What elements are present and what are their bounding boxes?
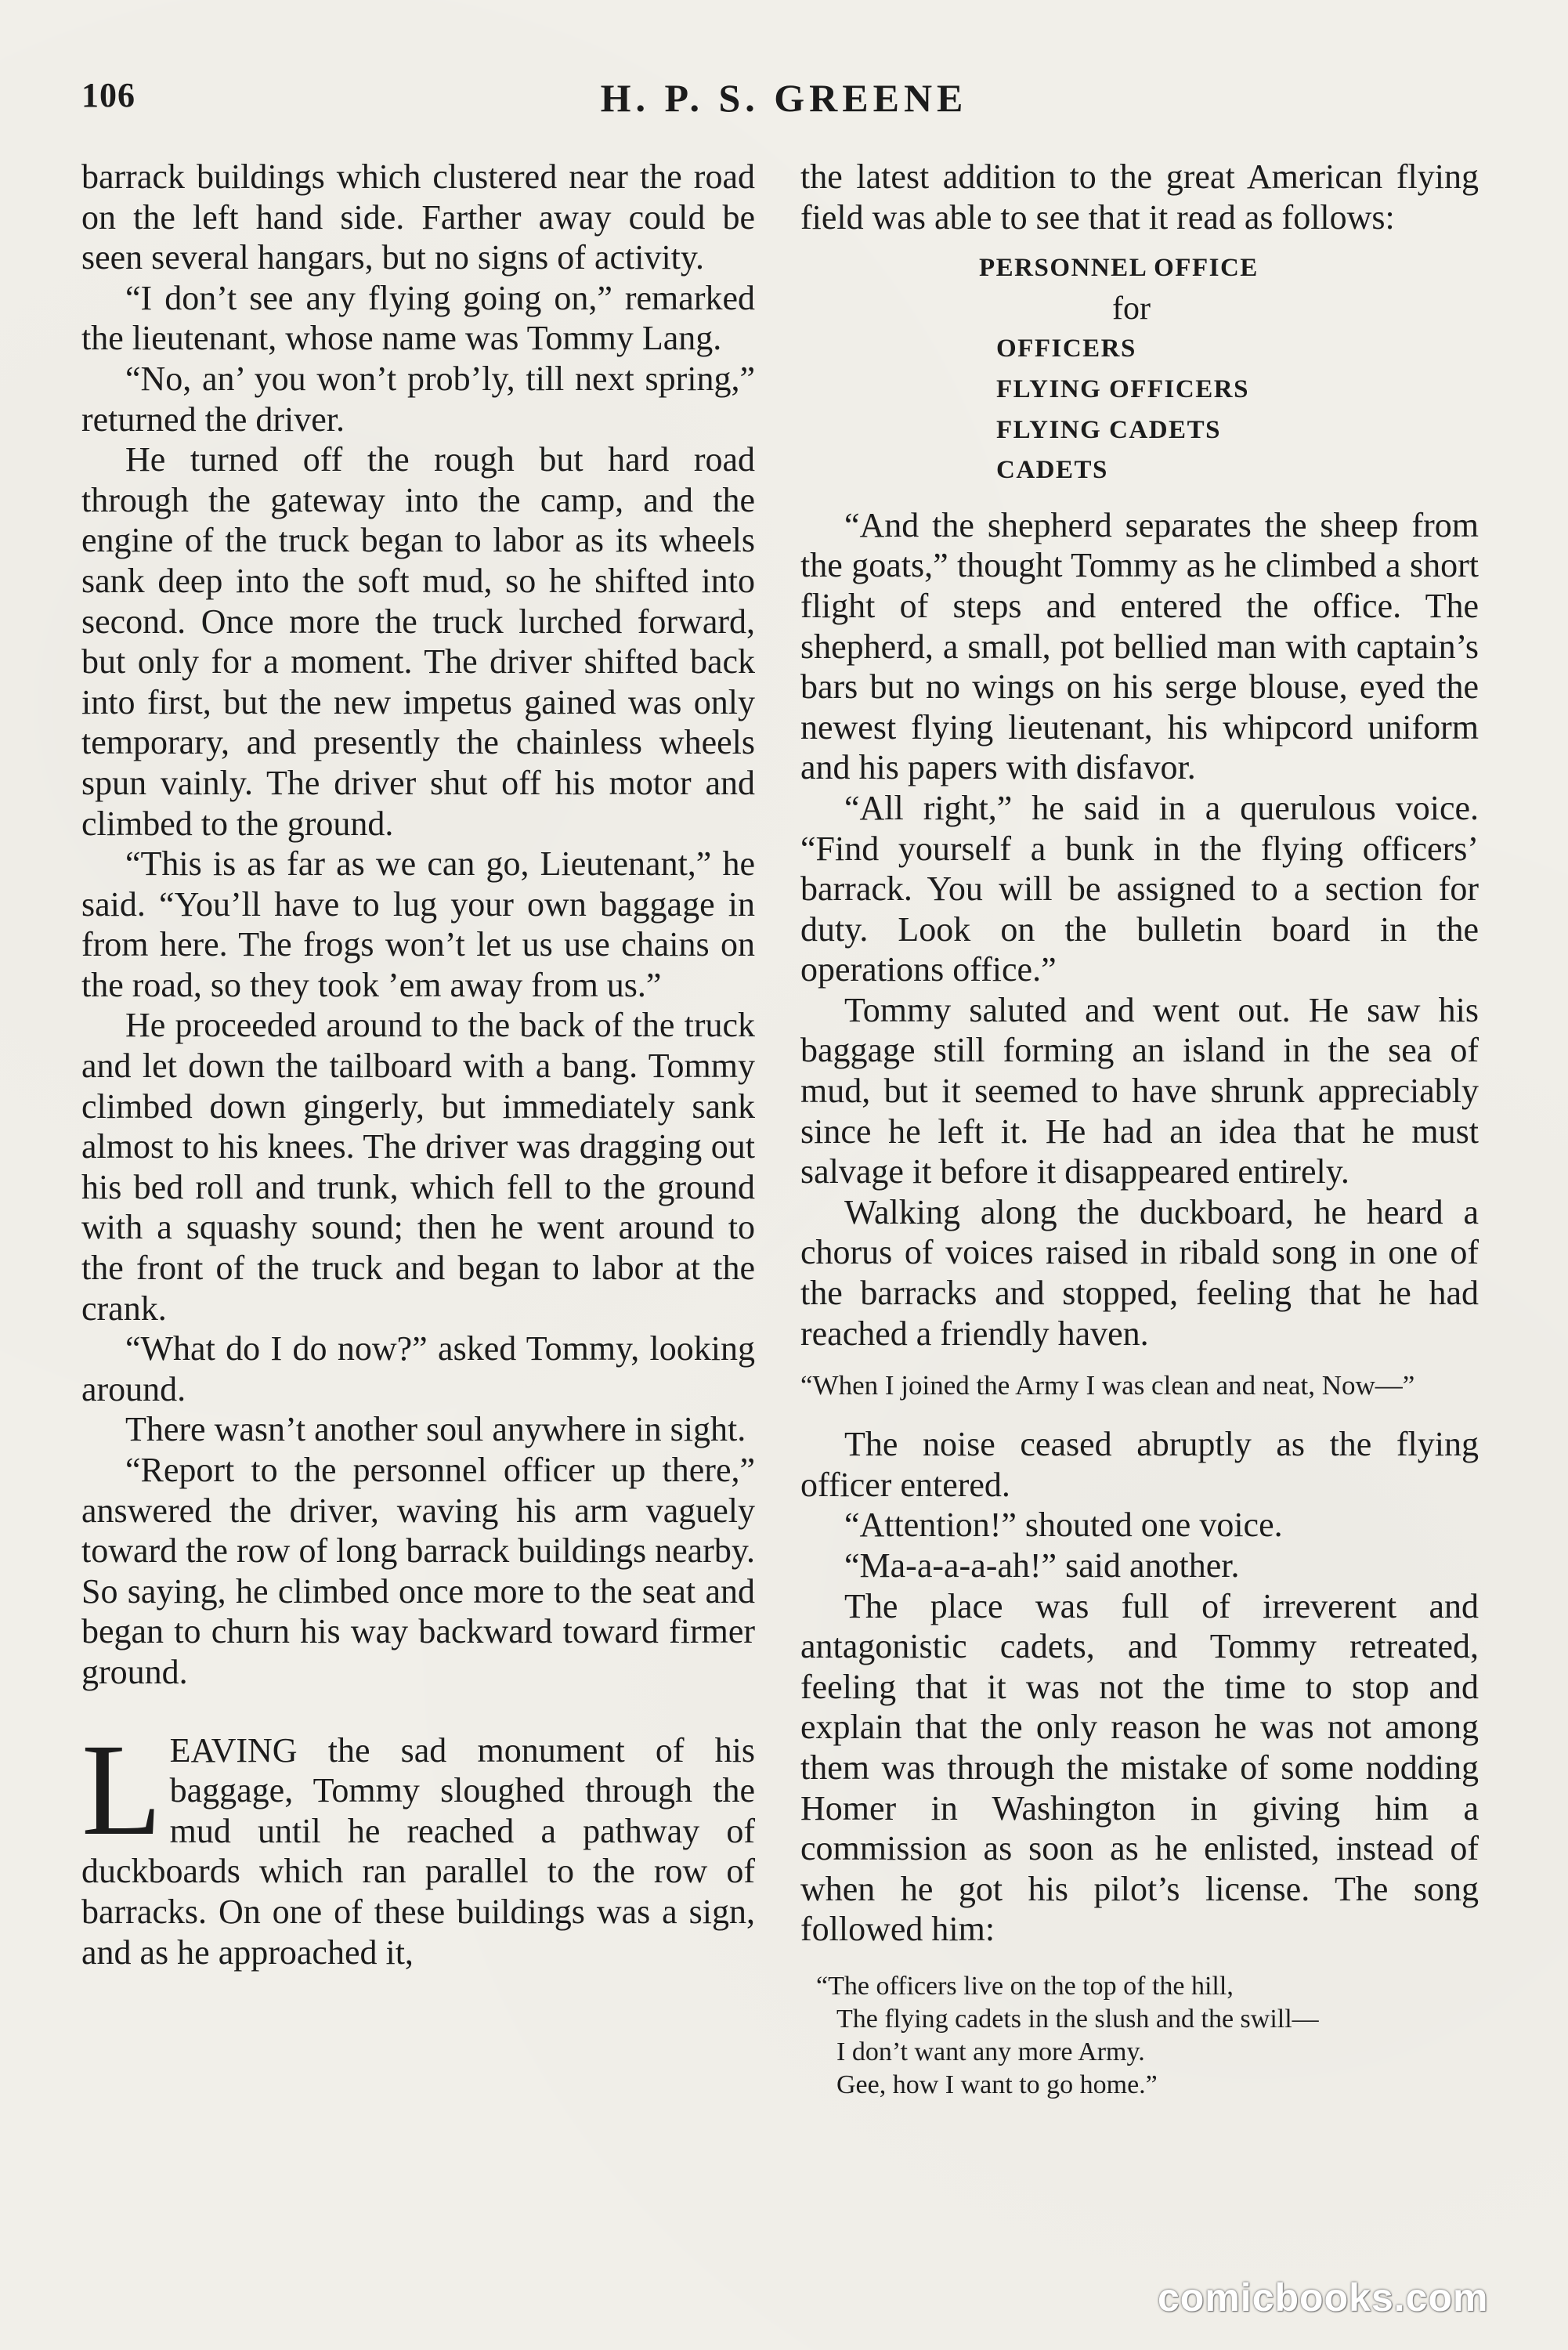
song-line: Gee, how I want to go home.”	[836, 2070, 1158, 2099]
song-line: The flying cadets in the slush and the swill—	[836, 2004, 1319, 2034]
paragraph: “All right,” he said in a querulous voice. “Find yourself a bunk in the flying officers’ barrack. You will be assigned to a section for duty. Look on the bulletin board in the operations office.”	[800, 788, 1479, 989]
paragraph: “Ma-a-a-a-ah!” said another.	[844, 1546, 1240, 1585]
song-line: “When I joined the Army I was clean and neat, Now—”	[800, 1370, 1415, 1401]
personnel-office-sign	[800, 248, 1479, 491]
paragraph: Tommy saluted and went out. He saw his baggage still forming an island in the sea of mud, but it seemed to have shrunk appreciably since he left it. He had an idea that he must salvage it before it disappeared entirely.	[800, 990, 1479, 1191]
paragraph: “I don’t see any flying going on,” remarked the lieutenant, whose name was Tommy Lang.	[81, 278, 755, 358]
sign-line: FLYING OFFICERS	[996, 374, 1249, 403]
paragraph: The place was full of irreverent and antagonistic cadets, and Tommy retreated, feeling that it was not the time to stop and explain that the only reason he was not among them was through the mistake of some nodding Homer in Washington in giving him a commission as soon as he enlisted, instead of when he got his pilot’s license. The song followed him:	[800, 1586, 1479, 1949]
running-head: H. P. S. GREENE	[600, 76, 968, 120]
paragraph: “What do I do now?” asked Tommy, looking around.	[81, 1329, 755, 1408]
paragraph: He turned off the rough but hard road through the gateway into the camp, and the engine of the truck began to labor as its wheels sank deep into the soft mud, so he shifted into second. Once more the truck lurched forward, but only for a moment. The driver shifted back into first, but the new impetus gained was only temporary, and presently the chainless wheels spun vainly. The driver shut off his motor and climbed to the ground.	[81, 440, 755, 843]
song-line: I don’t want any more Army.	[836, 2037, 1145, 2066]
sign-line: PERSONNEL OFFICE	[979, 254, 1259, 283]
watermark-logo: comicbooks.com	[1158, 2276, 1489, 2319]
paragraph: the latest addition to the great American flying field was able to see that it read as follows:	[800, 157, 1479, 237]
drop-cap: L	[81, 1716, 162, 1863]
paragraph: “No, an’ you won’t prob’ly, till next spring,” returned the driver.	[81, 359, 755, 439]
song-line: “The officers live on the top of the hill,	[816, 1971, 1234, 2001]
paragraph: “And the shepherd separates the sheep from the goats,” thought Tommy as he climbed a short flight of steps and entered the office. The shepherd, a small, pot bellied man with captain’s bars but no wings on his serge blouse, eyed the newest flying lieutenant, his whipcord uniform and his papers with disfavor.	[800, 505, 1479, 787]
paragraph: barrack buildings which clustered near the road on the left hand side. Farther away could be seen several hangars, but no signs of activity.	[81, 157, 755, 277]
page-header	[0, 75, 1568, 122]
paragraph: The noise ceased abruptly as the flying officer entered.	[800, 1425, 1479, 1504]
paragraph: He proceeded around to the back of the truck and let down the tailboard with a bang. Tommy climbed down gingerly, but immediately sank almost to his knees. The driver was dragging out his bed roll and trunk, which fell to the ground with a squashy sound; then he went around to the front of the truck and began to labor at the crank.	[81, 1006, 755, 1328]
paragraph: Walking along the duckboard, he heard a chorus of voices raised in ribald song in one of the barracks and stopped, feeling that he had reached a friendly haven.	[800, 1192, 1479, 1353]
sign-line: FLYING CADETS	[996, 415, 1221, 444]
paragraph: “Attention!” shouted one voice.	[844, 1506, 1283, 1545]
paragraph: There wasn’t another soul anywhere in sight.	[125, 1410, 746, 1449]
paragraph: “This is as far as we can go, Lieutenant,” he said. “You’ll have to lug your own baggage in from here. The frogs won’t let us use chains on the road, so they took ’em away from us.”	[81, 844, 755, 1004]
right-column	[800, 157, 1479, 2102]
page-number: 106	[81, 76, 135, 114]
section-opening-paragraph	[81, 1716, 755, 1973]
sign-line: CADETS	[996, 456, 1108, 485]
sign-line: for	[1112, 290, 1151, 327]
left-column	[81, 157, 755, 1972]
song-verse	[800, 1369, 1479, 1402]
sign-line: OFFICERS	[996, 334, 1136, 363]
paragraph: “Report to the personnel officer up there,” answered the driver, waving his arm vaguely toward the row of long barrack buildings nearby. So saying, he climbed once more to the seat and began to churn his way backward toward firmer ground.	[81, 1451, 755, 1691]
section-opening-text: EAVING the sad monument of his baggage, Tommy sloughed through the mud until he reached a pathway of duckboards which ran parallel to the row of barracks. On one of these buildings was a sign, and as he approached it,	[81, 1730, 755, 1972]
song-verse-closing	[816, 1970, 1479, 2102]
